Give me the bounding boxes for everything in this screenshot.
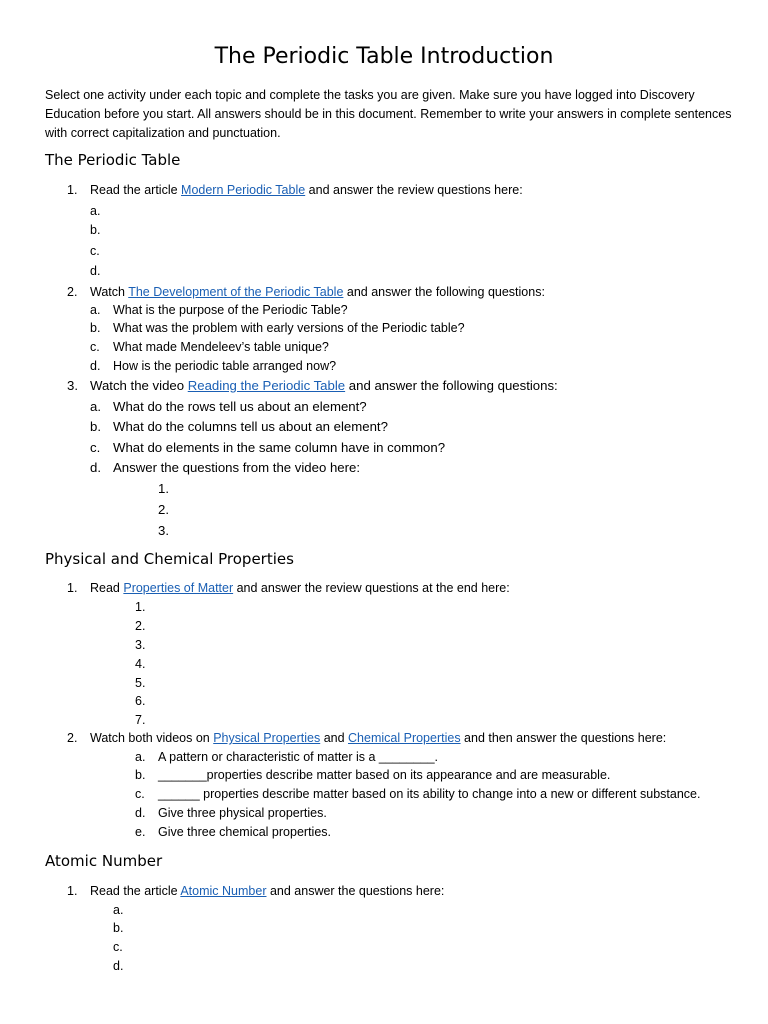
- item-text: and answer the review questions at the end here:: [233, 581, 510, 595]
- item-text: and then answer the questions here:: [460, 731, 667, 745]
- list-number: 1.: [67, 581, 78, 595]
- list-item: [90, 731, 666, 745]
- sub-marker: 6.: [135, 694, 146, 708]
- sub-question: How is the periodic table arranged now?: [113, 359, 337, 373]
- link-atomic-number[interactable]: Atomic Number: [180, 884, 267, 898]
- sub-marker: d.: [90, 460, 101, 475]
- sub-marker: b.: [90, 223, 101, 237]
- link-chemical-properties[interactable]: Chemical Properties: [348, 731, 461, 745]
- sub-marker: d.: [135, 806, 146, 820]
- sub-question: What made Mendeleev’s table unique?: [113, 340, 329, 354]
- list-number: 2.: [67, 285, 78, 299]
- list-item: [90, 884, 444, 898]
- list-item: [90, 183, 523, 197]
- sub-sub-marker: 2.: [158, 502, 169, 517]
- section-heading-atomic-number: Atomic Number: [45, 852, 163, 870]
- sub-sub-marker: 1.: [158, 481, 169, 496]
- link-development-of-periodic-table[interactable]: The Development of the Periodic Table: [128, 285, 344, 299]
- sub-sub-marker: 3.: [158, 523, 169, 538]
- sub-marker: c.: [113, 940, 123, 954]
- sub-marker: d.: [113, 959, 124, 973]
- sub-marker: a.: [135, 750, 146, 764]
- item-text: Watch both videos on: [90, 731, 214, 745]
- list-item: [90, 581, 510, 595]
- sub-marker: b.: [113, 921, 124, 935]
- item-text: and: [320, 731, 349, 745]
- item-text: Read the article: [90, 183, 182, 197]
- sub-marker: 2.: [135, 619, 146, 633]
- item-text: Watch: [90, 285, 129, 299]
- item-text: Read the article: [90, 884, 181, 898]
- sub-marker: b.: [90, 321, 101, 335]
- sub-question: What do the columns tell us about an element?: [113, 419, 388, 434]
- sub-marker: d.: [90, 359, 101, 373]
- sub-marker: a.: [113, 903, 124, 917]
- intro-paragraph: Select one activity under each topic and complete the tasks you are given. Make sure you have logged into Discovery Education before you start. All answers should be in this document. Remember to write your answers in complete sentences with correct capitalization and punctuation.: [45, 88, 732, 140]
- sub-marker: b.: [90, 419, 101, 434]
- sub-marker: 5.: [135, 676, 146, 690]
- sub-question: Answer the questions from the video here:: [113, 460, 361, 475]
- document-title: The Periodic Table Introduction: [214, 44, 554, 69]
- item-text: Read: [90, 581, 124, 595]
- link-physical-properties[interactable]: Physical Properties: [213, 731, 321, 745]
- sub-question: ______ properties describe matter based on its ability to change into a new or different substance.: [158, 787, 701, 801]
- sub-marker: 3.: [135, 638, 146, 652]
- sub-marker: 7.: [135, 713, 146, 727]
- sub-marker: a.: [90, 204, 101, 218]
- sub-marker: 1.: [135, 600, 146, 614]
- section-heading-periodic-table: The Periodic Table: [45, 151, 181, 169]
- item-text: and answer the following questions:: [343, 285, 545, 299]
- sub-marker: e.: [135, 825, 146, 839]
- list-item: [90, 285, 545, 299]
- item-text: and answer the questions here:: [266, 884, 445, 898]
- link-modern-periodic-table[interactable]: Modern Periodic Table: [181, 183, 306, 197]
- sub-question: _______properties describe matter based on its appearance and are measurable.: [158, 768, 611, 782]
- sub-marker: c.: [135, 787, 145, 801]
- item-text: Watch the video: [90, 378, 188, 393]
- list-number: 1.: [67, 183, 78, 197]
- sub-marker: a.: [90, 399, 101, 414]
- sub-question: A pattern or characteristic of matter is a ________.: [158, 750, 439, 764]
- sub-question: Give three chemical properties.: [158, 825, 331, 839]
- list-item: [90, 378, 558, 393]
- sub-marker: b.: [135, 768, 146, 782]
- sub-marker: c.: [90, 244, 100, 258]
- sub-question: What was the problem with early versions of the Periodic table?: [113, 321, 465, 335]
- list-number: 3.: [67, 378, 78, 393]
- list-number: 2.: [67, 731, 78, 745]
- sub-marker: c.: [90, 440, 101, 455]
- sub-question: What do elements in the same column have in common?: [113, 440, 446, 455]
- sub-marker: d.: [90, 264, 101, 278]
- sub-question: What is the purpose of the Periodic Table?: [113, 303, 348, 317]
- sub-marker: c.: [90, 340, 100, 354]
- sub-marker: 4.: [135, 657, 146, 671]
- link-properties-of-matter[interactable]: Properties of Matter: [123, 581, 234, 595]
- section-heading-physical-chemical: Physical and Chemical Properties: [45, 550, 294, 568]
- item-text: and answer the following questions:: [345, 378, 558, 393]
- sub-question: Give three physical properties.: [158, 806, 327, 820]
- item-text: and answer the review questions here:: [305, 183, 523, 197]
- sub-question: What do the rows tell us about an element?: [113, 399, 367, 414]
- link-reading-periodic-table[interactable]: Reading the Periodic Table: [187, 378, 346, 393]
- sub-marker: a.: [90, 303, 101, 317]
- list-number: 1.: [67, 884, 78, 898]
